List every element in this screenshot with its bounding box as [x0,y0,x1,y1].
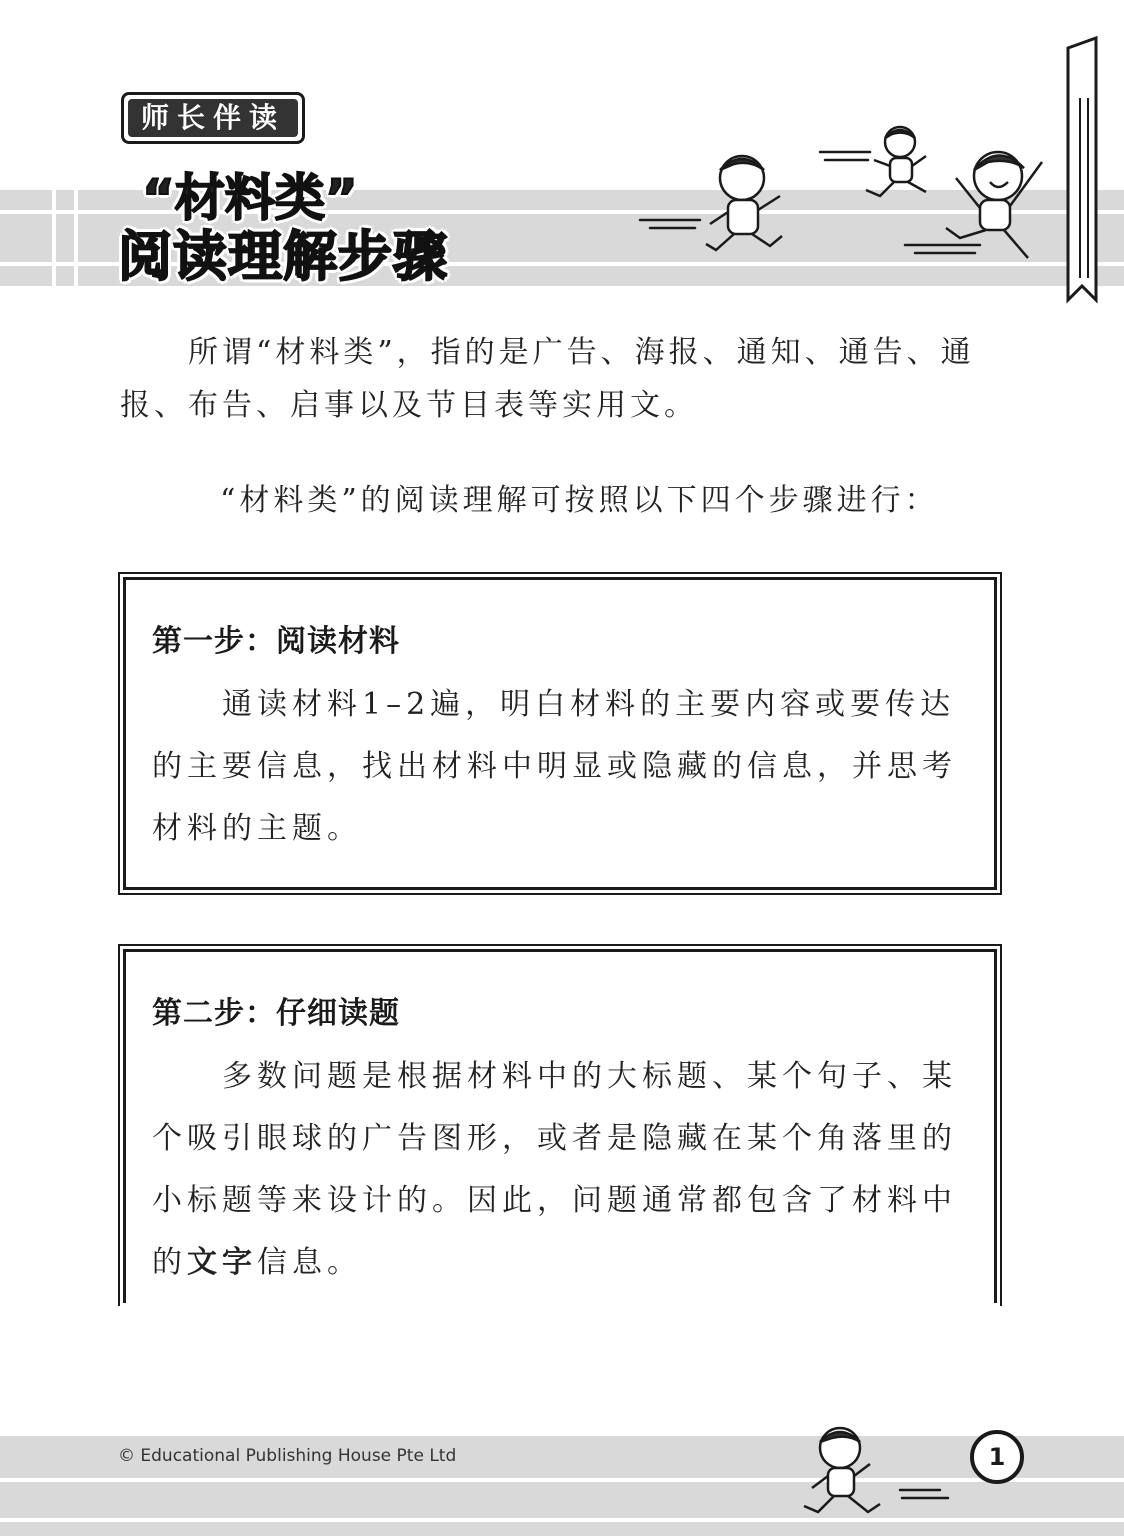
step-text-emphasis: 文字 [187,1245,257,1280]
step-title: 第二步：仔细读题 [152,996,400,1031]
step-text: 通读材料1–2遍，明白材料的主要内容或要传达的主要信息，找出材料中明显或隐藏的信息，并思考材料的主题。 [152,687,957,846]
intro-paragraph: 所谓“材料类”，指的是广告、海报、通知、通告、通报、布告、启事以及节目表等实用文。 [120,335,975,423]
section-badge-label: 师长伴读 [128,99,298,137]
bookmark-ribbon-icon [1062,38,1102,300]
header-band-divider [52,190,56,286]
step-box [118,572,1002,895]
step-text-part: 多数问题是根据材料中的大标题、某个句子、某个吸引眼球的广告图形，或者是隐藏在某个角落里的小标题等来设计的。因此，问题通常都包含了材料中的 [152,1059,957,1280]
step-title: 第一步：阅读材料 [152,624,400,659]
page-title-line2: 阅读理解步骤 [118,225,448,288]
copyright-text: © Educational Publishing House Pte Ltd [118,1446,457,1466]
step-text-part: 信息。 [257,1245,362,1280]
section-badge [121,92,305,144]
page-title-line1: “材料类” [142,169,358,227]
header-band-divider [74,190,78,286]
page-number: 1 [970,1430,1024,1484]
step-box-inner [123,949,997,1303]
intro-lead-paragraph: “材料类”的阅读理解可按照以下四个步骤进行： [220,483,939,518]
footer-running-child-illustration [790,1420,960,1530]
running-children-illustration [630,120,1060,280]
step-box [118,944,1002,1306]
step-text [152,1046,968,1294]
step-box-inner [123,577,997,890]
